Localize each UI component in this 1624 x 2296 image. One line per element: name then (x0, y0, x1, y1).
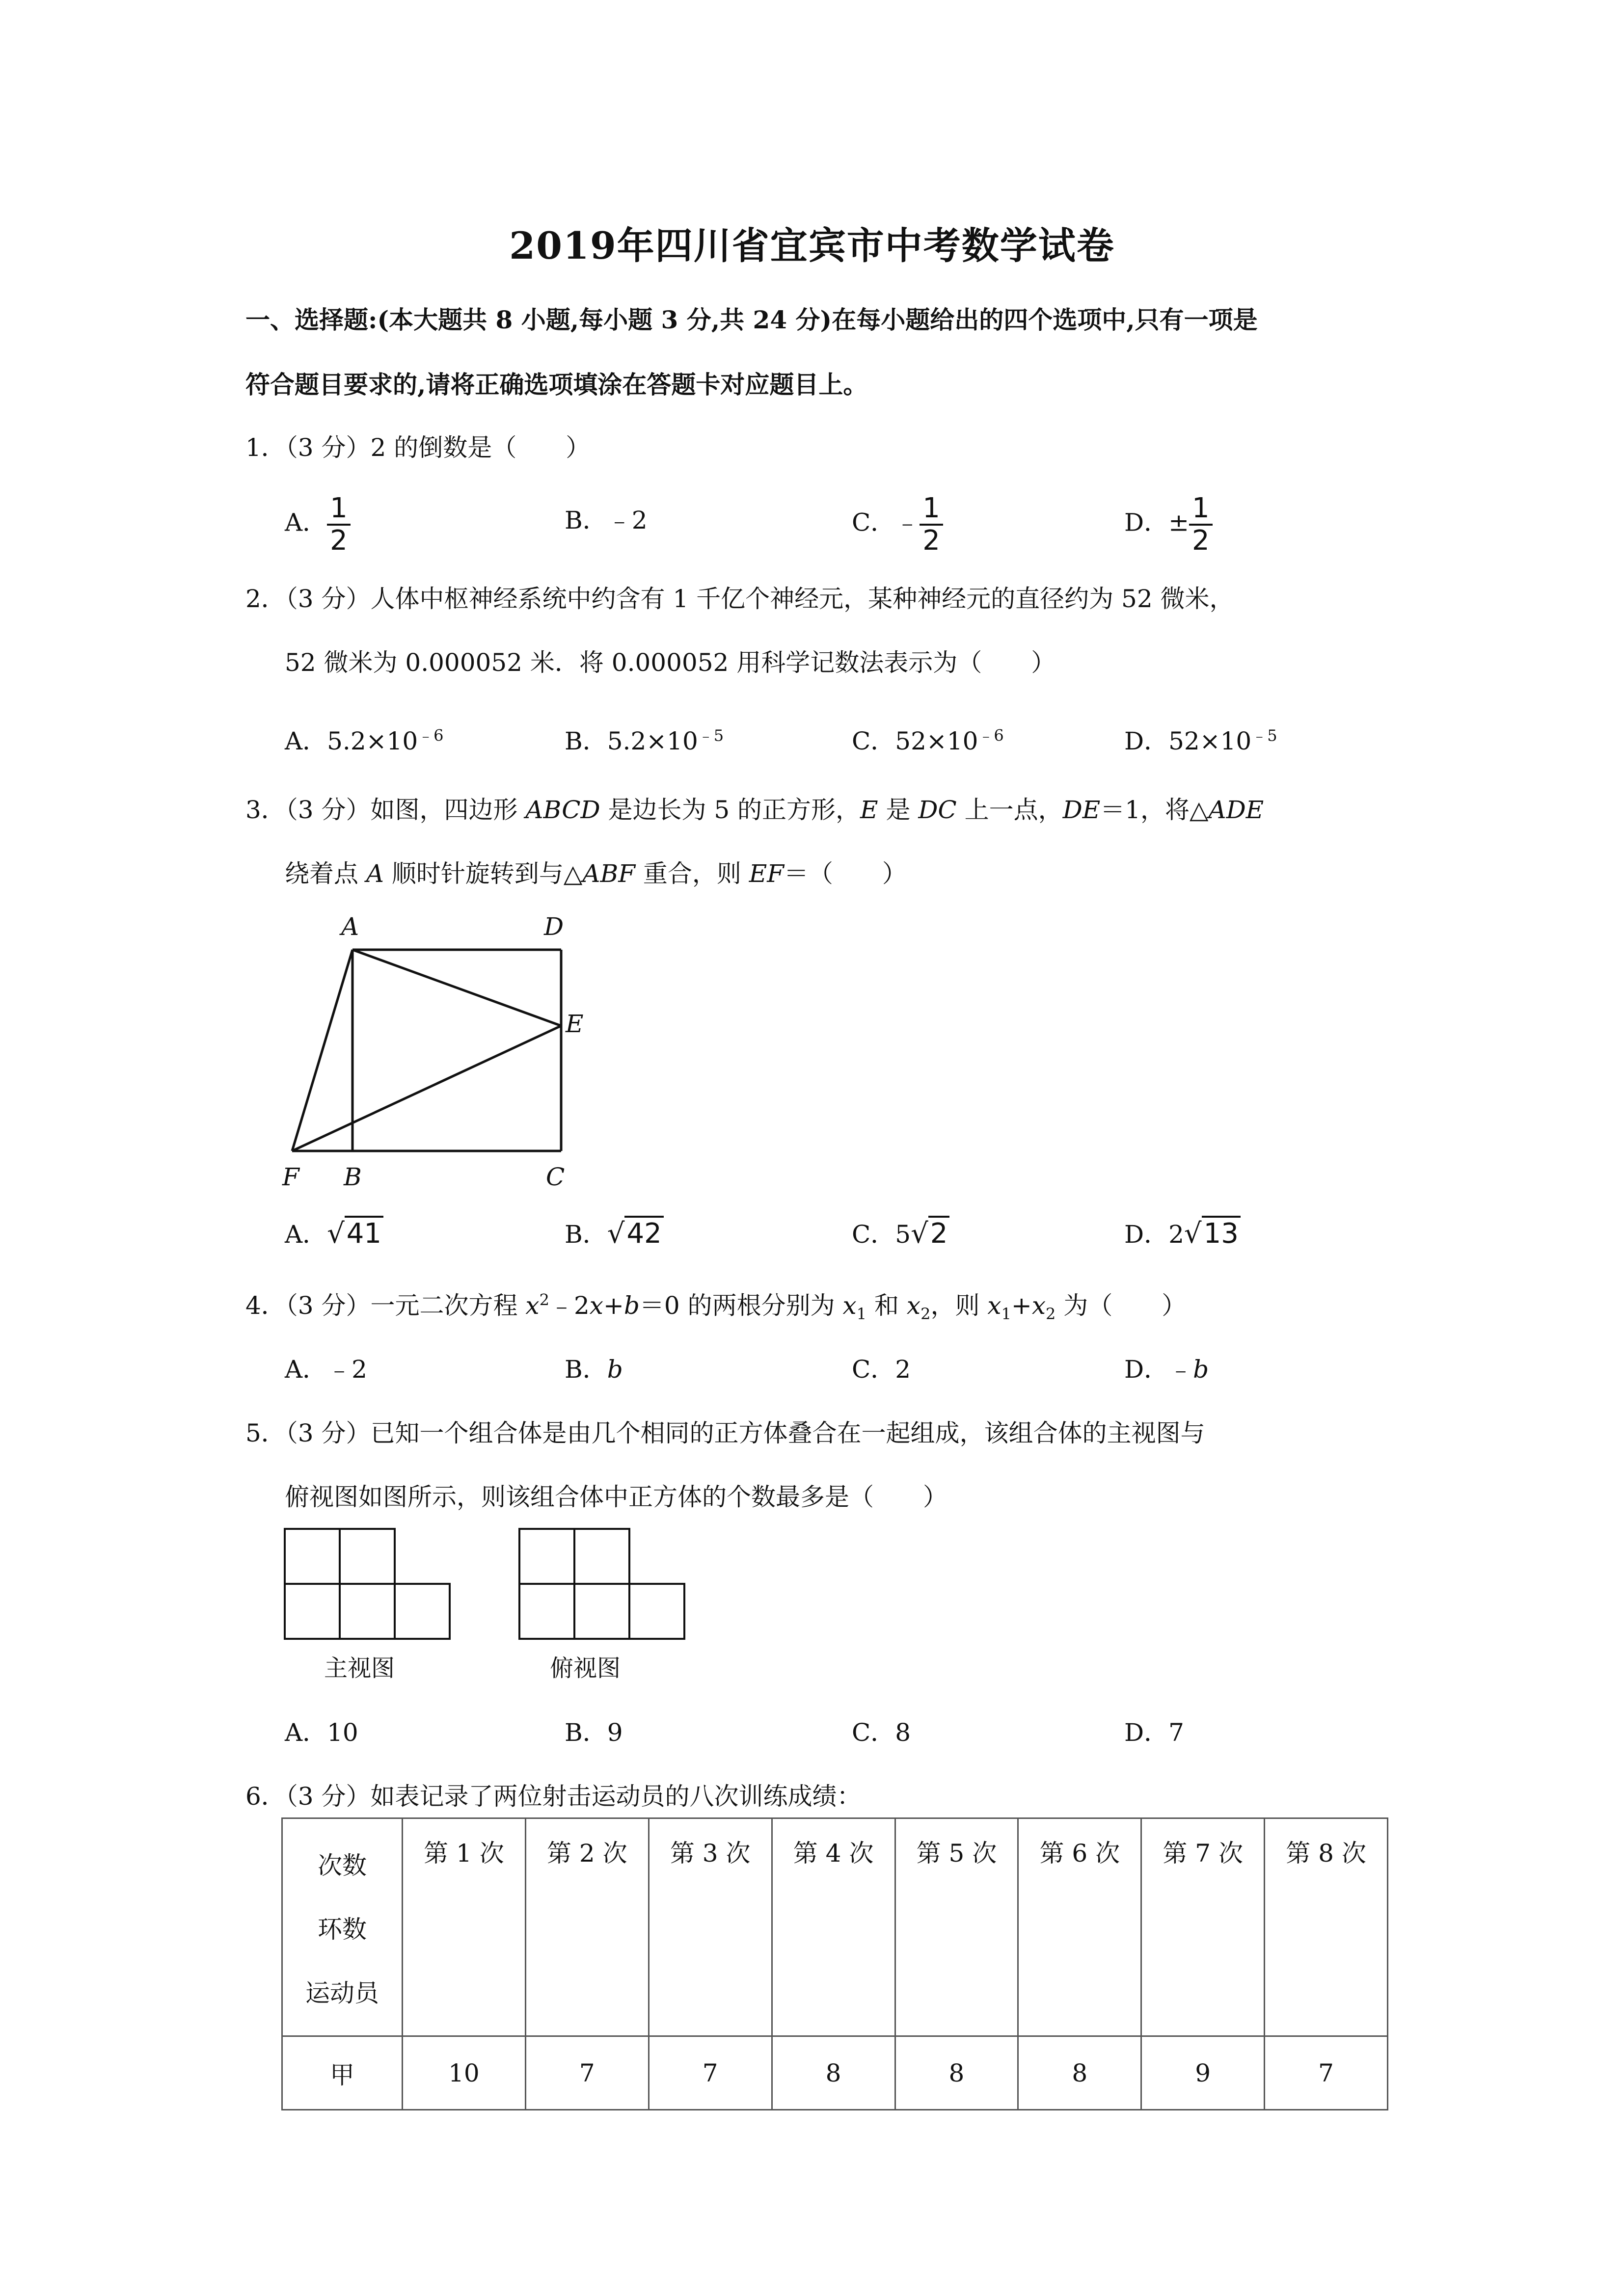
q1-option-d: D．± $\frac{1}{2}$ (1124, 493, 1213, 556)
q3-line2: 绕着点 A 顺时针旋转到与△ABF 重合，则 EF＝（ ） (285, 859, 907, 888)
q4-stem: 4．（3 分）一元二次方程 $x^2﹣2x+b=0$ 的两根分别为 $x_1$ 和 $x_2$，则 $x_1+x_2$ 为（ ） (245, 1290, 1187, 1323)
table-cell: 8 (1018, 2036, 1141, 2110)
q1-option-a: A． $\frac{1}{2}$ (285, 493, 351, 556)
q1-a-fraction: $\frac{1}{2}$ (327, 493, 351, 556)
row-name: 甲 (282, 2036, 403, 2110)
column-header: 第 3 次 (649, 1818, 772, 2036)
column-header: 第 6 次 (1018, 1818, 1141, 2036)
q4-option-a: A．﹣2 (285, 1355, 367, 1384)
q2-option-c: C．$52\times 10^{﹣6}$ (852, 726, 1004, 755)
q2-option-d: D．$52\times 10^{﹣5}$ (1124, 726, 1277, 755)
q5-top-view-caption: 俯视图 (550, 1655, 621, 1682)
q5-line1: 5．（3 分）已知一个组合体是由几个相同的正方体叠合在一起组成，该组合体的主视图与 (245, 1419, 1205, 1447)
table-cell: 7 (525, 2036, 649, 2110)
q1-d-fraction: $\frac{1}{2}$ (1189, 493, 1213, 556)
q4-option-c: C．2 (852, 1355, 911, 1384)
q4-option-d: D．﹣b (1124, 1355, 1209, 1384)
q5-option-c: C．8 (852, 1718, 911, 1747)
q1-stem: 1．（3 分）2 的倒数是（ ） (245, 433, 591, 462)
label-d: D (544, 912, 564, 941)
column-header: 第 2 次 (525, 1818, 649, 2036)
table-header-row (282, 1818, 1388, 2036)
segment-fe (292, 1026, 561, 1151)
corner-line: 运动员 (305, 1979, 379, 2007)
q4-option-b: B．b (565, 1355, 623, 1384)
table-row (282, 2036, 1388, 2110)
label-a: A (341, 912, 359, 941)
label-f: F (282, 1163, 299, 1191)
q5-line2: 俯视图如图所示，则该组合体中正方体的个数最多是（ ） (285, 1483, 947, 1511)
table-cell: 9 (1141, 2036, 1265, 2110)
q2-option-a: A．$5.2\times 10^{﹣6}$ (285, 726, 444, 755)
section-heading-line1: 一、选择题:(本大题共 8 小题,每小题 3 分,共 24 分)在每小题给出的四个选项中,只有一项是 (245, 305, 1258, 334)
q5-option-b: B．9 (565, 1718, 623, 1747)
segment-af (292, 950, 352, 1151)
q3-option-a: A．√41 (285, 1215, 383, 1250)
table-cell: 8 (772, 2036, 895, 2110)
q5-option-a: A．10 (285, 1718, 358, 1747)
q3-option-d: D．2√13 (1124, 1215, 1241, 1250)
table-cell: 7 (1265, 2036, 1388, 2110)
table-cell: 10 (403, 2036, 526, 2110)
page-title: 2019年四川省宜宾市中考数学试卷 (509, 224, 1115, 267)
label-b: B (344, 1163, 362, 1191)
corner-line: 环数 (318, 1915, 367, 1944)
segment-ae (352, 950, 561, 1026)
corner-line: 次数 (318, 1851, 367, 1880)
column-header: 第 5 次 (895, 1818, 1018, 2036)
q6-score-table (281, 1817, 1388, 2110)
q3-option-c: C．5√2 (852, 1215, 949, 1250)
q3-line1: 3．（3 分）如图，四边形 ABCD 是边长为 5 的正方形，E 是 DC 上一点，DE＝1，将△ADE (245, 796, 1264, 824)
table-corner-cell (282, 1818, 403, 2036)
table-cell: 7 (649, 2036, 772, 2110)
q5-front-view-caption: 主视图 (324, 1655, 395, 1682)
column-header: 第 8 次 (1265, 1818, 1388, 2036)
q3-square-figure (275, 908, 599, 1193)
table-cell: 8 (895, 2036, 1018, 2110)
q1-option-c: C．﹣ $\frac{1}{2}$ (852, 493, 943, 556)
section-heading-line2: 符合题目要求的,请将正确选项填涂在答题卡对应题目上。 (245, 370, 868, 399)
label-e: E (566, 1010, 584, 1038)
q3-option-b: B．√42 (565, 1215, 664, 1250)
q2-line1: 2．（3 分）人体中枢神经系统中约含有 1 千亿个神经元，某种神经元的直径约为 52 微米， (245, 585, 1234, 613)
column-header: 第 4 次 (772, 1818, 895, 2036)
q1-c-fraction: $\frac{1}{2}$ (920, 493, 943, 556)
q2-option-b: B．$5.2\times 10^{﹣5}$ (565, 726, 724, 755)
q6-stem: 6．（3 分）如表记录了两位射击运动员的八次训练成绩： (245, 1782, 862, 1811)
label-c: C (546, 1163, 565, 1191)
q5-front-view-figure (282, 1526, 459, 1644)
column-header: 第 1 次 (403, 1818, 526, 2036)
q5-top-view-figure (517, 1526, 694, 1644)
q1-option-b: B．﹣2 (565, 506, 648, 534)
q2-line2: 52 微米为 0.000052 米．将 0.000052 用科学记数法表示为（ ） (285, 648, 1056, 677)
q5-option-d: D．7 (1124, 1718, 1184, 1747)
column-header: 第 7 次 (1141, 1818, 1265, 2036)
